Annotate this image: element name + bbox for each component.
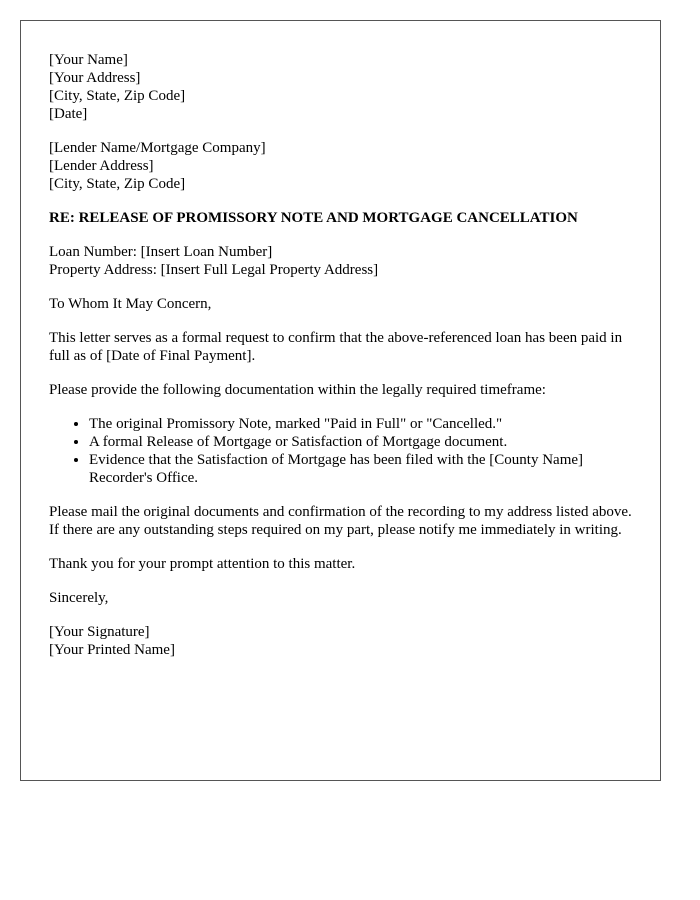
sender-city: [City, State, Zip Code]	[49, 88, 186, 104]
documentation-list	[49, 415, 632, 487]
sender-address: [Your Address]	[49, 70, 141, 86]
sender-name: [Your Name]	[49, 52, 128, 68]
body-paragraph-2: Please provide the following documentation within the legally required timeframe:	[49, 382, 546, 398]
subject-line: RE: RELEASE OF PROMISSORY NOTE AND MORTGAGE CANCELLATION	[49, 210, 578, 226]
letter-page	[20, 20, 661, 781]
recipient-name: [Lender Name/Mortgage Company]	[49, 140, 266, 156]
list-item: • The original Promissory Note, marked "Paid in Full" or "Cancelled."	[89, 415, 632, 433]
loan-number: Loan Number: [Insert Loan Number]	[49, 244, 273, 260]
signature: [Your Signature]	[49, 624, 150, 640]
closing: Sincerely,	[49, 590, 109, 606]
body-paragraph-3: Please mail the original documents and confirmation of the recording to my address listed above. If there are any outstanding steps required on my part, please notify me immediately in writing.	[49, 504, 632, 538]
recipient-address: [Lender Address]	[49, 158, 154, 174]
salutation: To Whom It May Concern,	[49, 296, 212, 312]
body-paragraph-4: Thank you for your prompt attention to this matter.	[49, 556, 356, 572]
property-address: Property Address: [Insert Full Legal Property Address]	[49, 262, 379, 278]
sender-block	[49, 51, 632, 123]
body-paragraph-1: This letter serves as a formal request to confirm that the above-referenced loan has been paid in full as of [Date of Final Payment].	[49, 330, 623, 364]
list-item: • Evidence that the Satisfaction of Mortgage has been filed with the [County Name] Recorder's Office.	[89, 451, 632, 487]
letter-date: [Date]	[49, 106, 88, 122]
signature-block	[49, 623, 632, 659]
recipient-block	[49, 139, 632, 193]
list-item: • A formal Release of Mortgage or Satisfaction of Mortgage document.	[89, 433, 632, 451]
printed-name: [Your Printed Name]	[49, 642, 175, 658]
recipient-city: [City, State, Zip Code]	[49, 176, 186, 192]
reference-block	[49, 243, 632, 279]
